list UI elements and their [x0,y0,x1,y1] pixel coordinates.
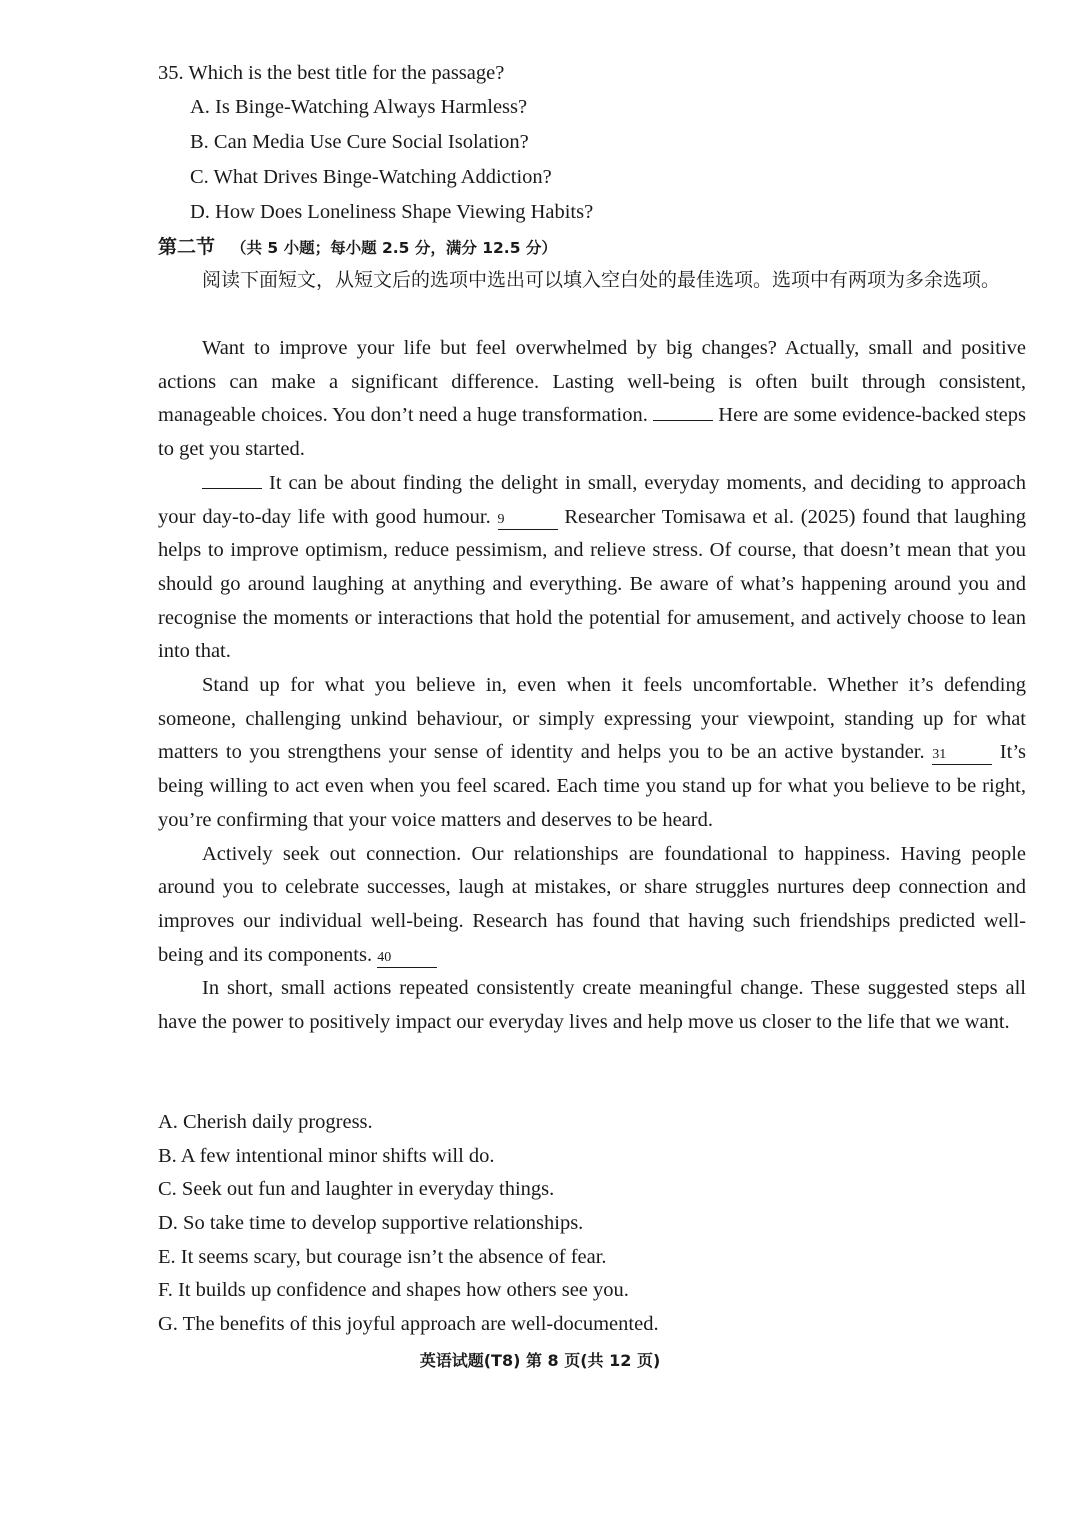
paragraph-2-text: It can be about finding the delight in small, everyday moments, and deciding to approach your day-to-day life with good humour. [158,471,1027,528]
section-scoring-note: （共 5 小题；每小题 2.5 分，满分 12.5 分） [231,239,557,257]
section-title: 第二节 [158,236,216,258]
paragraph-3 [158,669,1026,838]
choice-g: G. The benefits of this joyful approach are well-documented. [158,1313,659,1336]
paragraph-5 [158,972,1026,1039]
paragraph-2 [158,467,1026,669]
answer-choices [158,1106,1038,1342]
choice-a: A. Cherish daily progress. [158,1111,373,1133]
blank-38: 9 [498,511,558,530]
page-footer: 英语试题(T8) 第 8 页(共 12 页) [419,1351,661,1370]
option-c: C. What Drives Binge-Watching Addiction? [190,166,552,188]
choice-e: E. It seems scary, but courage isn’t the absence of fear. [158,1245,607,1268]
paragraph-5-text: In short, small actions repeated consistently create meaningful change. These suggested steps all have the power to positively impact our everyday lives and help move us closer to the life that we want. [158,977,1026,1034]
paragraph-1 [158,332,1026,467]
section-instruction: 阅读下面短文，从短文后的选项中选出可以填入空白处的最佳选项。选项中有两项为多余选项。 [202,269,1001,291]
option-a: A. Is Binge-Watching Always Harmless? [190,96,528,118]
paragraph-1-text: Want to improve your life but feel overwhelmed by big changes? Actually, small and positive actions can make a significant difference. Lasting well-being is often built through consistent, manageable choices. You don’t need a huge transformation. [158,337,1026,427]
choice-f: F. It builds up confidence and shapes how others see you. [158,1279,629,1302]
paragraph-1-continuation: Here are some evidence-backed steps to get you started. [158,404,1027,461]
paragraph-3-continuation: It’s being willing to act even when you feel scared. Each time you stand up for what you believe to be right, you’re confirming that your voice matters and deserves to be heard. [158,741,1026,831]
reading-passage [158,332,1026,1040]
section-heading [158,230,1038,265]
blank-36 [653,402,713,421]
choice-d: D. So take time to develop supportive relationships. [158,1212,584,1235]
paragraph-4-text: Actively seek out connection. Our relationships are foundational to happiness. Having people around you to celebrate successes, laugh at mistakes, or share struggles nurtures deep connection and improves our individual well-being. Research has found that having such friendships predicted well-being and its components. [158,842,1026,966]
blank-40: 40 [377,949,437,968]
choice-b: B. A few intentional minor shifts will do. [158,1144,495,1167]
blank-39: 31 [932,746,992,765]
paragraph-2-continuation: Researcher Tomisawa et al. (2025) found that laughing helps to improve optimism, reduce pessimism, and relieve stress. Of course, that doesn’t mean that you should go around laughing at anything and everything. Be aware of what’s happening around you and recognise the moments or interactions that hold the potential for amusement, and actively choose to lean into that. [158,505,1027,663]
choice-c: C. Seek out fun and laughter in everyday things. [158,1178,555,1201]
paragraph-4 [158,838,1026,973]
option-b: B. Can Media Use Cure Social Isolation? [190,131,529,153]
question-stem: 35. Which is the best title for the passage? [158,62,505,84]
option-d: D. How Does Loneliness Shape Viewing Habits? [190,201,594,223]
paragraph-3-text: Stand up for what you believe in, even when it feels uncomfortable. Whether it’s defending someone, challenging unkind behaviour, or simply expressing your viewpoint, standing up for what matters to you strengthens your sense of identity and helps you to be an active bystander. [158,674,1026,764]
blank-37 [202,470,262,489]
question-35 [158,56,1038,230]
